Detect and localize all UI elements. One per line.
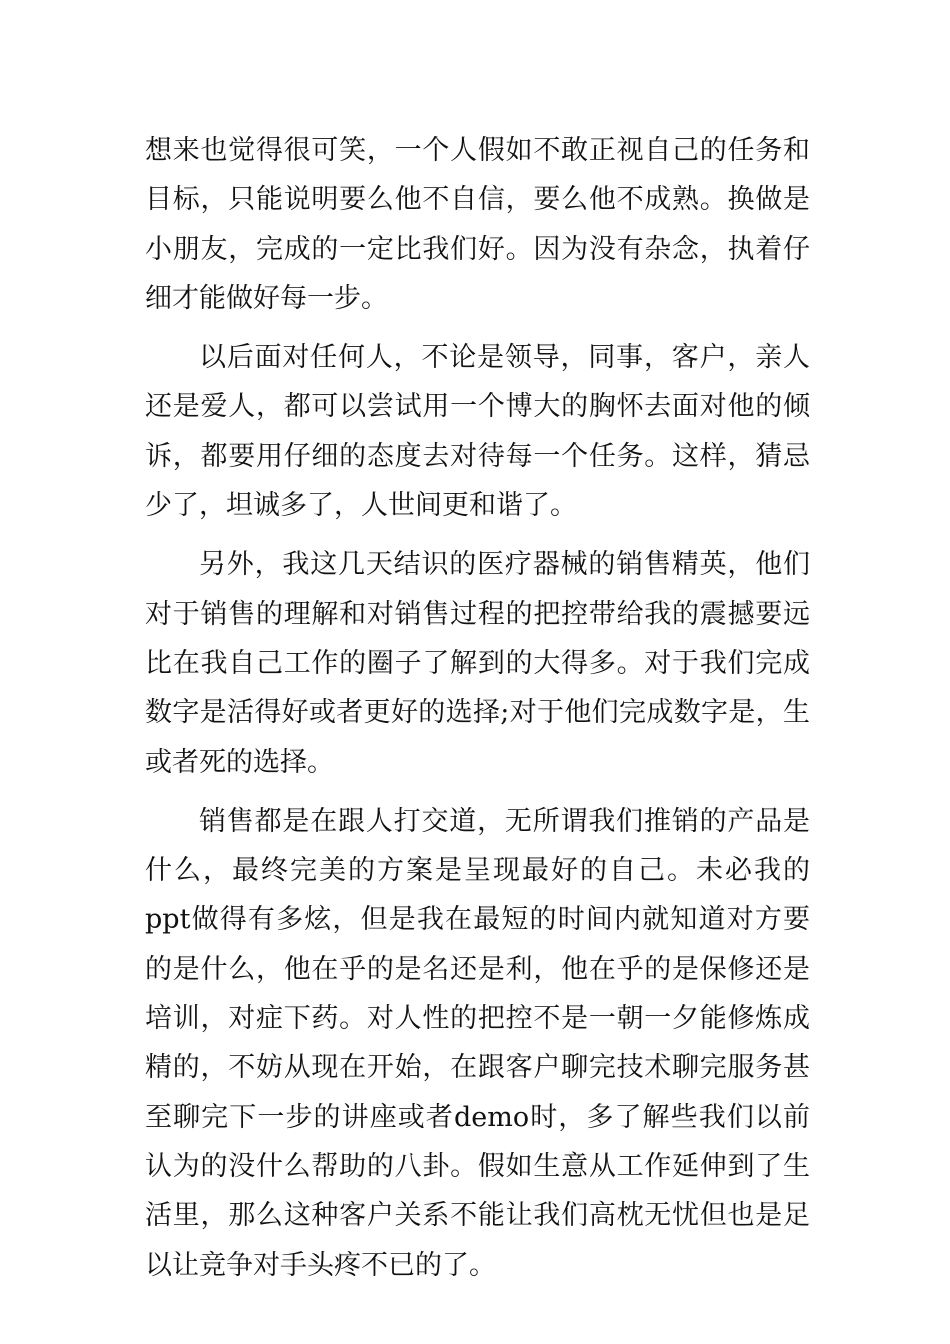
paragraph-1: 想来也觉得很可笑，一个人假如不敢正视自己的任务和目标，只能说明要么他不自信，要么他不成熟。换做是小朋友，完成的一定比我们好。因为没有杂念，执着仔细才能做好每一步。 — [145, 135, 810, 314]
paragraph-3: 另外，我这几天结识的医疗器械的销售精英，他们对于销售的理解和对销售过程的把控带给我的震撼要远比在我自己工作的圈子了解到的大得多。对于我们完成数字是活得好或者更好的选择;对于他们完成数字是，生或者死的选择。 — [145, 549, 810, 778]
document-body — [145, 126, 810, 1300]
paragraph-2: 以后面对任何人，不论是领导，同事，客户，亲人还是爱人，都可以尝试用一个博大的胸怀去面对他的倾诉，都要用仔细的态度去对待每一个任务。这样，猜忌少了，坦诚多了，人世间更和谐了。 — [145, 342, 810, 522]
paragraph-4: 销售都是在跟人打交道，无所谓我们推销的产品是什么，最终完美的方案是呈现最好的自己。未必我的ppt做得有多炫，但是我在最短的时间内就知道对方要的是什么，他在乎的是名还是利，他在乎的是保修还是培训，对症下药。对人性的把控不是一朝一夕能修炼成精的，不妨从现在开始，在跟客户聊完技术聊完服务甚至聊完下一步的讲座或者demo时，多了解些我们以前认为的没什么帮助的八卦。假如生意从工作延伸到了生活里，那么这种客户关系不能让我们高枕无忧但也是足以让竞争对手头疼不已的了。 — [145, 805, 810, 1281]
